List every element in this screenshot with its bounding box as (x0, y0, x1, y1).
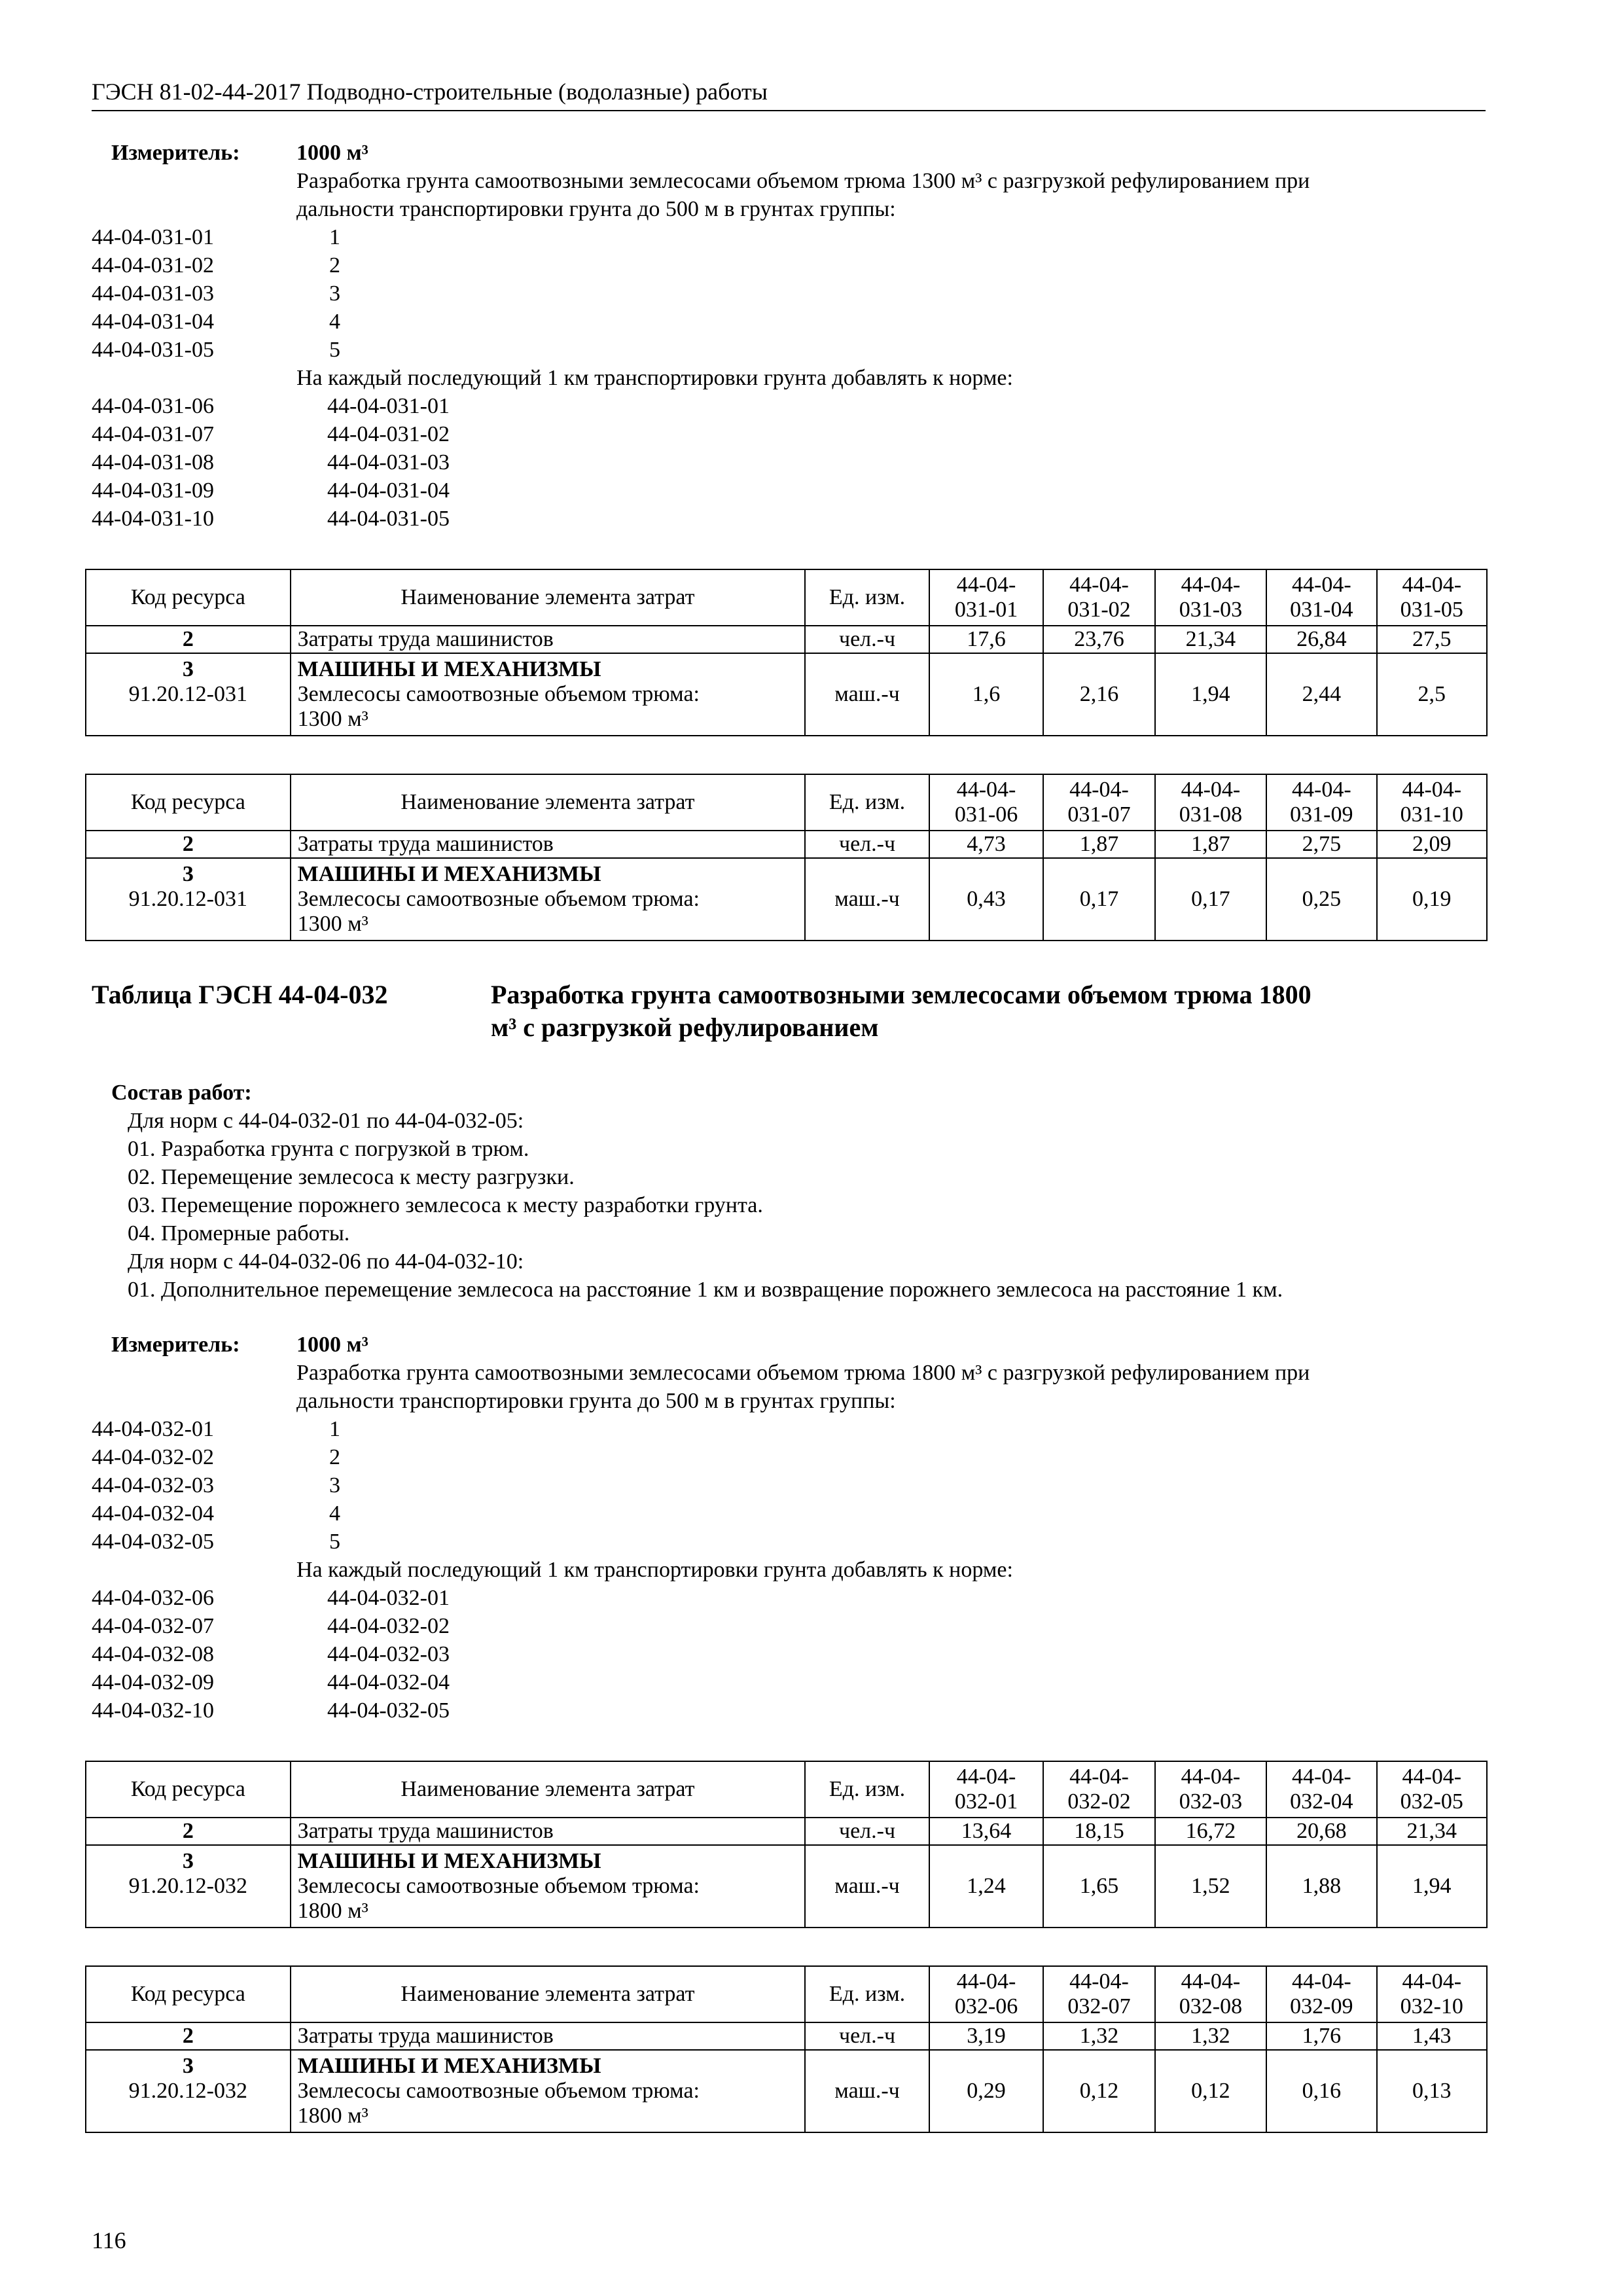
norm-code: 44-04-031-03 (92, 281, 214, 306)
value-cell: 1,87 (1155, 831, 1266, 858)
header-name: Наименование элемента затрат (291, 1761, 806, 1818)
header-norm: 44-04- 031-09 (1266, 774, 1376, 831)
resource-code: 3 91.20.12-031 (86, 653, 291, 736)
header-norm: 44-04- 032-07 (1043, 1966, 1154, 2022)
value-cell: 0,17 (1043, 858, 1154, 941)
value-cell: 1,43 (1377, 2022, 1487, 2050)
machine-row (86, 653, 1487, 736)
norm-code: 44-04-032-07 (92, 1614, 214, 1638)
value-cell: 26,84 (1266, 626, 1376, 653)
resource-unit: маш.-ч (805, 858, 929, 941)
meter-description-cont: дальности транспортировки грунта до 500 м в грунтах группы: (296, 1389, 896, 1413)
value-cell: 1,76 (1266, 2022, 1376, 2050)
header-name: Наименование элемента затрат (291, 569, 806, 626)
value-cell: 1,88 (1266, 1845, 1376, 1928)
resource-name: Затраты труда машинистов (291, 626, 806, 653)
header-norm: 44-04- 031-04 (1266, 569, 1376, 626)
value-cell: 27,5 (1377, 626, 1487, 653)
running-header: ГЭСН 81-02-44-2017 Подводно-строительные (водолазные) работы (92, 77, 1486, 111)
base-norm-code: 44-04-032-04 (327, 1670, 450, 1695)
value-cell: 0,19 (1377, 858, 1487, 941)
meter-description: Разработка грунта самоотвозными землесосами объемом трюма 1800 м³ с разгрузкой рефулированием при (296, 1361, 1310, 1385)
add-row (92, 392, 1486, 420)
header-norm: 44-04- 031-05 (1377, 569, 1487, 626)
resource-unit: маш.-ч (805, 1845, 929, 1928)
header-norm: 44-04- 031-10 (1377, 774, 1487, 831)
value-cell: 3,19 (929, 2022, 1043, 2050)
resource-unit: чел.-ч (805, 831, 929, 858)
norm-code: 44-04-031-01 (92, 225, 214, 249)
labor-row (86, 1818, 1487, 1845)
add-row (92, 476, 1486, 505)
resource-table-031-a (85, 569, 1488, 736)
add-row (92, 1584, 1486, 1612)
norm-code: 44-04-031-07 (92, 422, 214, 446)
value-cell: 18,15 (1043, 1818, 1154, 1845)
value-cell: 2,44 (1266, 653, 1376, 736)
header-name: Наименование элемента затрат (291, 774, 806, 831)
resource-name: Затраты труда машинистов (291, 831, 806, 858)
norm-code: 44-04-031-08 (92, 450, 214, 475)
norm-code: 44-04-031-06 (92, 394, 214, 418)
norm-group: 3 (329, 281, 340, 306)
meter-description-cont: дальности транспортировки грунта до 500 м в грунтах группы: (296, 197, 896, 221)
resource-name: МАШИНЫ И МЕХАНИЗМЫ Землесосы самоотвозные объемом трюма: 1300 м³ (291, 653, 806, 736)
header-code: Код ресурса (86, 1966, 291, 2022)
norm-code: 44-04-032-05 (92, 1530, 214, 1554)
norm-code: 44-04-032-10 (92, 1698, 214, 1723)
norm-row (92, 279, 1486, 308)
base-norm-code: 44-04-031-02 (327, 422, 450, 446)
value-cell: 21,34 (1377, 1818, 1487, 1845)
base-norm-code: 44-04-032-03 (327, 1642, 450, 1666)
value-cell: 1,32 (1043, 2022, 1154, 2050)
norm-code: 44-04-032-09 (92, 1670, 214, 1695)
value-cell: 0,25 (1266, 858, 1376, 941)
meter-block-031 (92, 139, 1486, 533)
norm-code: 44-04-031-02 (92, 253, 214, 278)
meter-block-032 (92, 1331, 1486, 1725)
meter-value: 1000 м³ (296, 1333, 368, 1357)
header-norm: 44-04- 032-08 (1155, 1966, 1266, 2022)
value-cell: 23,76 (1043, 626, 1154, 653)
norm-group: 1 (329, 225, 340, 249)
norm-group: 3 (329, 1473, 340, 1498)
header-norm: 44-04- 031-07 (1043, 774, 1154, 831)
norm-row (92, 1443, 1486, 1471)
add-instruction: На каждый последующий 1 км транспортировки грунта добавлять к норме: (296, 1558, 1013, 1582)
table-number: Таблица ГЭСН 44-04-032 (92, 980, 388, 1009)
base-norm-code: 44-04-032-02 (327, 1614, 450, 1638)
meter-label: Измеритель: (111, 1333, 240, 1357)
add-row (92, 505, 1486, 533)
labor-row (86, 831, 1487, 858)
header-norm: 44-04- 031-06 (929, 774, 1043, 831)
add-row (92, 420, 1486, 448)
value-cell: 1,87 (1043, 831, 1154, 858)
header-unit: Ед. изм. (805, 1966, 929, 2022)
value-cell: 1,6 (929, 653, 1043, 736)
value-cell: 1,94 (1377, 1845, 1487, 1928)
add-row (92, 1696, 1486, 1725)
resource-table-031-b (85, 774, 1488, 941)
machine-row (86, 858, 1487, 941)
resource-code: 2 (86, 2022, 291, 2050)
norm-code: 44-04-032-04 (92, 1501, 214, 1526)
value-cell: 0,12 (1155, 2050, 1266, 2132)
header-code: Код ресурса (86, 569, 291, 626)
value-cell: 2,5 (1377, 653, 1487, 736)
table-caption: Разработка грунта самоотвозными землесосами объемом трюма 1800 м³ с разгрузкой рефулированием (491, 980, 1311, 1042)
work-item: Для норм с 44-04-032-06 по 44-04-032-10: (128, 1249, 524, 1274)
header-norm: 44-04- 032-10 (1377, 1966, 1487, 2022)
resource-unit: чел.-ч (805, 2022, 929, 2050)
value-cell: 20,68 (1266, 1818, 1376, 1845)
value-cell: 0,17 (1155, 858, 1266, 941)
work-item: 01. Дополнительное перемещение землесоса на расстояние 1 км и возвращение порожнего землесоса на расстояние 1 км. (128, 1278, 1283, 1302)
norm-code: 44-04-032-06 (92, 1586, 214, 1610)
add-row (92, 1640, 1486, 1668)
value-cell: 0,13 (1377, 2050, 1487, 2132)
norm-code: 44-04-031-10 (92, 507, 214, 531)
add-instruction: На каждый последующий 1 км транспортировки грунта добавлять к норме: (296, 366, 1013, 390)
base-norm-code: 44-04-032-05 (327, 1698, 450, 1723)
resource-unit: чел.-ч (805, 1818, 929, 1845)
value-cell: 2,09 (1377, 831, 1487, 858)
value-cell: 2,75 (1266, 831, 1376, 858)
resource-unit: маш.-ч (805, 2050, 929, 2132)
header-norm: 44-04- 031-02 (1043, 569, 1154, 626)
header-norm: 44-04- 031-08 (1155, 774, 1266, 831)
value-cell: 1,32 (1155, 2022, 1266, 2050)
base-norm-code: 44-04-031-04 (327, 478, 450, 503)
resource-table-032-a (85, 1761, 1488, 1928)
machine-row (86, 2050, 1487, 2132)
table-title (92, 978, 1486, 1050)
norm-row (92, 1528, 1486, 1556)
norm-group: 4 (329, 1501, 340, 1526)
work-composition-heading: Состав работ: (111, 1081, 252, 1105)
meter-label: Измеритель: (111, 141, 240, 165)
header-norm: 44-04- 032-09 (1266, 1966, 1376, 2022)
norm-row (92, 1471, 1486, 1499)
add-row (92, 1612, 1486, 1640)
norm-row (92, 223, 1486, 251)
norm-code: 44-04-032-03 (92, 1473, 214, 1498)
header-norm: 44-04- 032-05 (1377, 1761, 1487, 1818)
resource-name: Затраты труда машинистов (291, 1818, 806, 1845)
work-item: 01. Разработка грунта с погрузкой в трюм. (128, 1137, 529, 1161)
work-item: 04. Промерные работы. (128, 1221, 350, 1246)
value-cell: 1,94 (1155, 653, 1266, 736)
resource-code: 2 (86, 831, 291, 858)
value-cell: 13,64 (929, 1818, 1043, 1845)
norm-group: 4 (329, 310, 340, 334)
resource-table-032-b (85, 1965, 1488, 2133)
base-norm-code: 44-04-031-01 (327, 394, 450, 418)
work-item: 03. Перемещение порожнего землесоса к месту разработки грунта. (128, 1193, 763, 1217)
header-norm: 44-04- 032-06 (929, 1966, 1043, 2022)
norm-code: 44-04-032-01 (92, 1417, 214, 1441)
meter-description: Разработка грунта самоотвозными землесосами объемом трюма 1300 м³ с разгрузкой рефулированием при (296, 169, 1310, 193)
add-row (92, 1668, 1486, 1696)
value-cell: 1,52 (1155, 1845, 1266, 1928)
norm-row (92, 251, 1486, 279)
value-cell: 2,16 (1043, 653, 1154, 736)
norm-code: 44-04-031-04 (92, 310, 214, 334)
labor-row (86, 2022, 1487, 2050)
value-cell: 0,12 (1043, 2050, 1154, 2132)
base-norm-code: 44-04-031-05 (327, 507, 450, 531)
resource-name: МАШИНЫ И МЕХАНИЗМЫ Землесосы самоотвозные объемом трюма: 1300 м³ (291, 858, 806, 941)
norm-group: 5 (329, 1530, 340, 1554)
value-cell: 1,24 (929, 1845, 1043, 1928)
resource-name: МАШИНЫ И МЕХАНИЗМЫ Землесосы самоотвозные объемом трюма: 1800 м³ (291, 2050, 806, 2132)
header-norm: 44-04- 032-02 (1043, 1761, 1154, 1818)
value-cell: 0,43 (929, 858, 1043, 941)
work-composition (111, 1079, 1486, 1304)
labor-row (86, 626, 1487, 653)
resource-name: Затраты труда машинистов (291, 2022, 806, 2050)
norm-group: 2 (329, 1445, 340, 1469)
resource-code: 3 91.20.12-032 (86, 2050, 291, 2132)
value-cell: 0,16 (1266, 2050, 1376, 2132)
header-code: Код ресурса (86, 1761, 291, 1818)
resource-code: 2 (86, 626, 291, 653)
value-cell: 17,6 (929, 626, 1043, 653)
resource-unit: маш.-ч (805, 653, 929, 736)
work-item: 02. Перемещение землесоса к месту разгрузки. (128, 1165, 575, 1189)
header-unit: Ед. изм. (805, 569, 929, 626)
header-code: Код ресурса (86, 774, 291, 831)
header-norm: 44-04- 032-04 (1266, 1761, 1376, 1818)
resource-code: 2 (86, 1818, 291, 1845)
base-norm-code: 44-04-031-03 (327, 450, 450, 475)
norm-code: 44-04-031-05 (92, 338, 214, 362)
value-cell: 0,29 (929, 2050, 1043, 2132)
resource-name: МАШИНЫ И МЕХАНИЗМЫ Землесосы самоотвозные объемом трюма: 1800 м³ (291, 1845, 806, 1928)
norm-row (92, 1499, 1486, 1528)
header-norm: 44-04- 032-01 (929, 1761, 1043, 1818)
norm-group: 2 (329, 253, 340, 278)
header-unit: Ед. изм. (805, 774, 929, 831)
norm-code: 44-04-032-08 (92, 1642, 214, 1666)
norm-code: 44-04-032-02 (92, 1445, 214, 1469)
norm-row (92, 1415, 1486, 1443)
norm-code: 44-04-031-09 (92, 478, 214, 503)
resource-code: 3 91.20.12-031 (86, 858, 291, 941)
value-cell: 1,65 (1043, 1845, 1154, 1928)
header-norm: 44-04- 031-01 (929, 569, 1043, 626)
header-name: Наименование элемента затрат (291, 1966, 806, 2022)
norm-row (92, 308, 1486, 336)
work-item: Для норм с 44-04-032-01 по 44-04-032-05: (128, 1109, 524, 1133)
resource-code: 3 91.20.12-032 (86, 1845, 291, 1928)
machine-row (86, 1845, 1487, 1928)
resource-unit: чел.-ч (805, 626, 929, 653)
base-norm-code: 44-04-032-01 (327, 1586, 450, 1610)
value-cell: 16,72 (1155, 1818, 1266, 1845)
meter-value: 1000 м³ (296, 141, 368, 165)
add-row (92, 448, 1486, 476)
norm-group: 5 (329, 338, 340, 362)
value-cell: 4,73 (929, 831, 1043, 858)
page-number: 116 (92, 2227, 126, 2253)
value-cell: 21,34 (1155, 626, 1266, 653)
header-unit: Ед. изм. (805, 1761, 929, 1818)
header-norm: 44-04- 032-03 (1155, 1761, 1266, 1818)
header-norm: 44-04- 031-03 (1155, 569, 1266, 626)
norm-group: 1 (329, 1417, 340, 1441)
norm-row (92, 336, 1486, 364)
